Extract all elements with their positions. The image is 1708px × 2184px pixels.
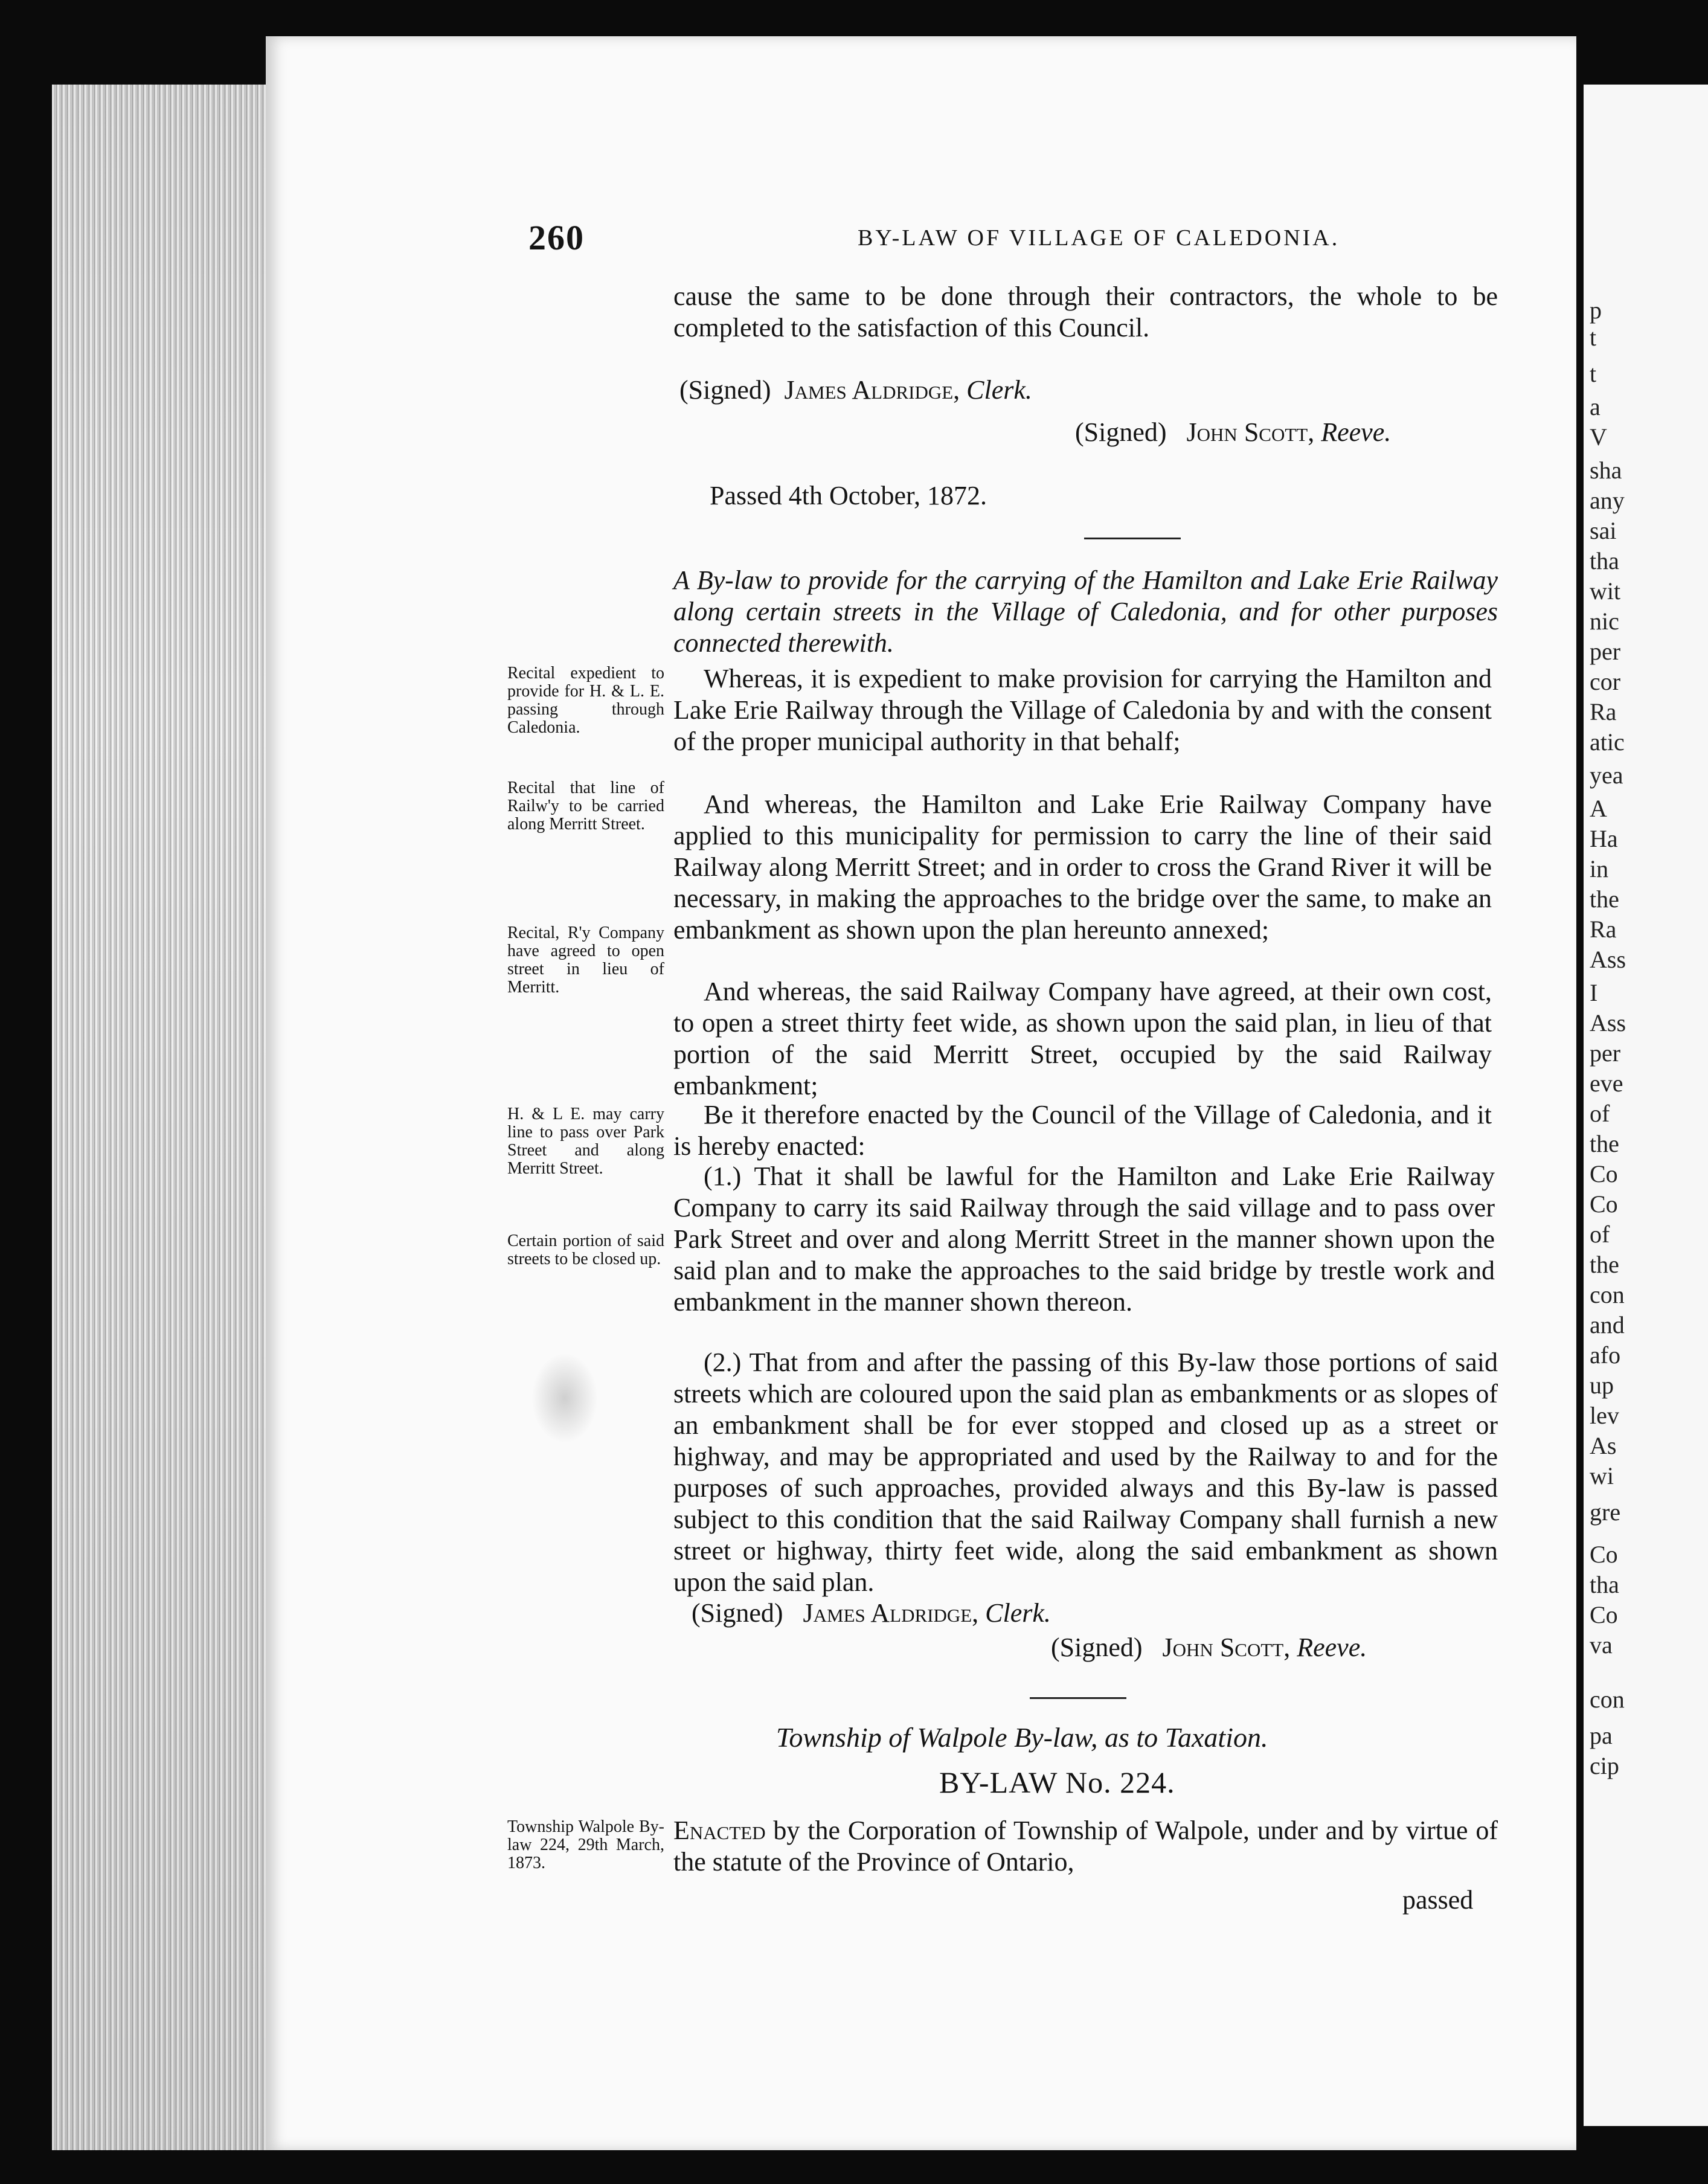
walpole-enactment xyxy=(673,1815,1498,1878)
facing-page-fragment: Ha xyxy=(1590,825,1618,852)
reeve-title: Reeve. xyxy=(1321,417,1392,447)
signed-label: (Signed) xyxy=(1051,1633,1143,1662)
catchword: passed xyxy=(1402,1885,1474,1915)
facing-page-fragment: wit xyxy=(1590,577,1621,605)
margin-note-1: Recital expedient to provide for H. & L. E. passing through Caledonia. xyxy=(507,664,664,737)
facing-page-fragment: Ass xyxy=(1590,946,1626,973)
page-edge-shadow xyxy=(52,85,275,2150)
facing-page-fragment: V xyxy=(1590,423,1607,451)
facing-page-fragment: the xyxy=(1590,885,1619,913)
facing-page-fragment: con xyxy=(1590,1686,1625,1713)
facing-page-fragment: Ass xyxy=(1590,1009,1626,1036)
walpole-text: by the Corporation of Township of Walpole, under and by virtue of the statute of the Province of Ontario, xyxy=(673,1816,1498,1877)
facing-page-fragment: tha xyxy=(1590,1571,1619,1598)
facing-page-strip xyxy=(1584,85,1708,2126)
facing-page-fragment: con xyxy=(1590,1281,1625,1308)
reeve-name: John Scott, xyxy=(1186,417,1315,447)
facing-page-fragment: I xyxy=(1590,979,1598,1006)
passed-date: Passed 4th October, 1872. xyxy=(710,481,987,510)
facing-page-fragment: sha xyxy=(1590,457,1622,484)
recital-paragraph-1: Whereas, it is expedient to make provision for carrying the Hamilton and Lake Erie Railway through the Village of Caledonia by and with the consent of the proper municipal authority in that behalf; xyxy=(673,664,1492,756)
facing-page-fragment: As xyxy=(1590,1432,1617,1459)
facing-page-fragment: p xyxy=(1590,297,1602,324)
facing-page-fragment: Co xyxy=(1590,1160,1618,1187)
facing-page-fragment: t xyxy=(1590,360,1597,387)
facing-page-fragment: Co xyxy=(1590,1601,1618,1628)
section-2: (2.) That from and after the passing of this By-law those portions of said streets which are coloured upon the said plan as embankments or as slopes of an embankment shall be for ever stopped and closed up as a street or highway, and may be appropriated and used by the Railway to and for the purposes of such approaches, provided always and this By-law is passed subject to this condition that the said Railway Company shall furnish a new street or highway, thirty feet wide, along the said embankment as shown upon the said plan. xyxy=(673,1347,1498,1597)
previous-signature-clerk xyxy=(679,374,1032,405)
facing-page-fragment: atic xyxy=(1590,728,1625,756)
facing-page-fragment: yea xyxy=(1590,762,1623,789)
ink-smudge xyxy=(531,1353,598,1444)
facing-page-fragment: in xyxy=(1590,855,1609,882)
facing-page-fragment: Ra xyxy=(1590,698,1617,725)
clerk-name: James Aldridge, xyxy=(784,375,960,405)
facing-page-fragment: lev xyxy=(1590,1402,1619,1429)
facing-page-fragment: Ra xyxy=(1590,916,1617,943)
section-divider xyxy=(1030,1697,1126,1699)
facing-page-fragment: Co xyxy=(1590,1541,1618,1568)
margin-note-6: Township Walpole By-law 224, 29th March, 1873. xyxy=(507,1817,664,1872)
recital-paragraph-3: And whereas, the said Railway Company have agreed, at their own cost, to open a street thirty feet wide, as shown upon the said plan, in lieu of that portion of the said Merritt Street, occupied by the said Railway embankment; xyxy=(673,977,1492,1100)
enacting-clause: Be it therefore enacted by the Council of the Village of Caledonia, and it is hereby enacted: xyxy=(673,1100,1492,1161)
facing-page-fragment: a xyxy=(1590,393,1600,420)
page-number: 260 xyxy=(528,218,585,257)
facing-page-fragment: nic xyxy=(1590,608,1619,635)
walpole-bylaw-title: Township of Walpole By-law, as to Taxation. xyxy=(776,1722,1268,1753)
walpole-bylaw-number: BY-LAW No. 224. xyxy=(939,1765,1175,1799)
signed-label: (Signed) xyxy=(692,1598,783,1628)
margin-note-3: Recital, R'y Company have agreed to open street in lieu of Merritt. xyxy=(507,923,664,997)
railway-signature-clerk xyxy=(692,1598,1051,1628)
reeve-name: John Scott, xyxy=(1162,1633,1291,1662)
facing-page-fragment: of xyxy=(1590,1221,1610,1248)
facing-page-fragment: cip xyxy=(1590,1752,1619,1779)
facing-page-fragment: wi xyxy=(1590,1462,1614,1489)
facing-page-fragment: t xyxy=(1590,324,1597,351)
running-title: BY-LAW OF VILLAGE OF CALEDONIA. xyxy=(858,225,1340,251)
facing-page-fragment: A xyxy=(1590,795,1607,822)
signed-label: (Signed) xyxy=(1075,417,1167,447)
margin-note-5: Certain portion of said streets to be closed up. xyxy=(507,1232,664,1268)
facing-page-fragment: of xyxy=(1590,1100,1610,1127)
railway-bylaw-title: A By-law to provide for the carrying of the Hamilton and Lake Erie Railway along certain streets in the Village of Caledonia, and for other purposes connected therewith. xyxy=(673,565,1498,658)
margin-note-2: Recital that line of Railw'y to be carried along Merritt Street. xyxy=(507,779,664,833)
enacted-word: Enacted xyxy=(673,1816,766,1845)
facing-page-fragment: gre xyxy=(1590,1498,1621,1526)
facing-page-fragment: pa xyxy=(1590,1722,1613,1749)
clerk-title: Clerk. xyxy=(966,375,1032,405)
facing-page-fragment: any xyxy=(1590,487,1625,514)
facing-page-fragment: eve xyxy=(1590,1070,1623,1097)
clerk-name: James Aldridge, xyxy=(803,1598,979,1628)
previous-signature-reeve xyxy=(1075,417,1391,448)
facing-page-fragment: Co xyxy=(1590,1190,1618,1218)
facing-page-fragment: afo xyxy=(1590,1341,1621,1369)
facing-page-fragment: the xyxy=(1590,1251,1619,1278)
facing-page-fragment: the xyxy=(1590,1130,1619,1157)
facing-page-fragment: va xyxy=(1590,1631,1613,1659)
facing-page-fragment: sai xyxy=(1590,517,1617,544)
signed-label: (Signed) xyxy=(679,375,771,405)
railway-signature-reeve xyxy=(1051,1632,1367,1663)
facing-page-fragment: up xyxy=(1590,1372,1614,1399)
recital-paragraph-2: And whereas, the Hamilton and Lake Erie Railway Company have applied to this municipality for permission to carry the line of their said Railway along Merritt Street; and in order to cross the Grand River it will be necessary, in making the approaches to the bridge over the same, to make an embankment as shown upon the plan hereunto annexed; xyxy=(673,789,1492,945)
clerk-title: Clerk. xyxy=(985,1598,1051,1628)
facing-page-fragment: cor xyxy=(1590,668,1621,695)
previous-bylaw-text: cause the same to be done through their contractors, the whole to be completed to the satisfaction of this Council. xyxy=(673,281,1498,342)
section-1: (1.) That it shall be lawful for the Hamilton and Lake Erie Railway Company to carry its said Railway through the said village and to pass over Park Street and over and along Merritt Street in the manner shown upon the said plan and to make the approaches to the said bridge by trestle work and embankment in the manner shown thereon. xyxy=(673,1161,1495,1317)
facing-page-fragment: and xyxy=(1590,1311,1625,1338)
margin-note-4: H. & L E. may carry line to pass over Park Street and along Merritt Street. xyxy=(507,1105,664,1178)
section-divider xyxy=(1084,538,1181,539)
facing-page-fragment: per xyxy=(1590,1039,1621,1067)
facing-page-fragment: tha xyxy=(1590,547,1619,574)
facing-page-fragment: per xyxy=(1590,638,1621,665)
reeve-title: Reeve. xyxy=(1297,1633,1367,1662)
